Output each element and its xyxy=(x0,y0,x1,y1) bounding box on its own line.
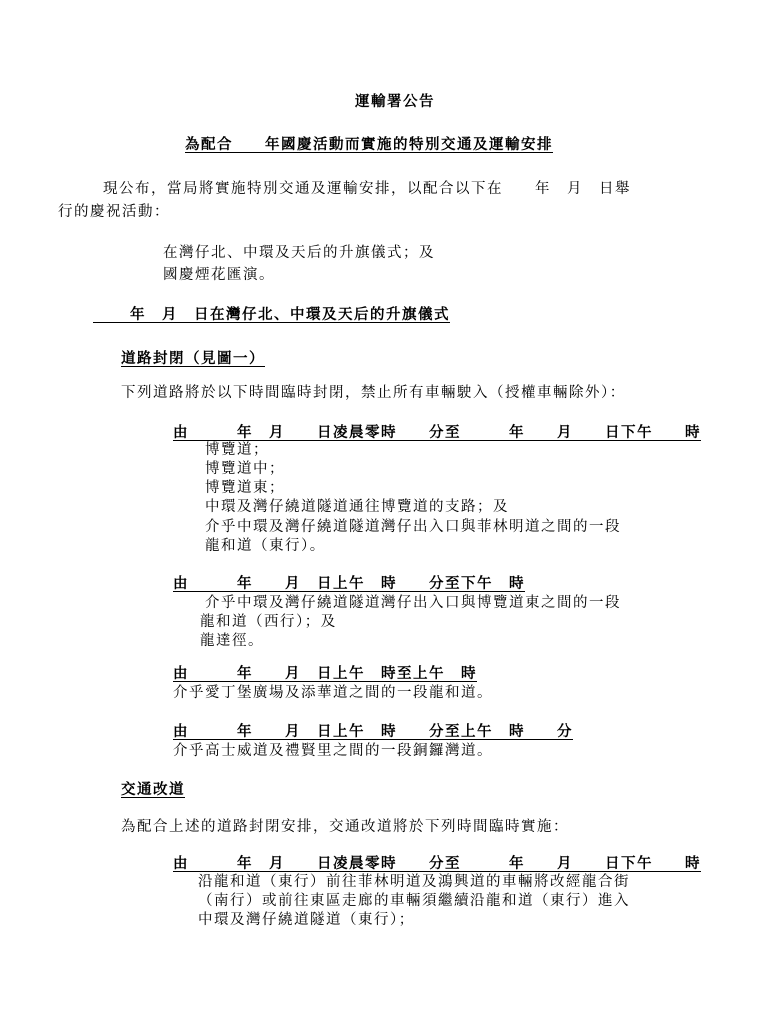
document-title: 運輸署公告 xyxy=(355,94,435,110)
closure-road-item: 龍和道（西行）；及 xyxy=(200,614,337,630)
closure-period-1: 由 年 月 日凌晨零時 分至 年 月 日下午 時 xyxy=(173,425,701,441)
intro-line-1: 現公布，當局將實施特別交通及運輸安排，以配合以下在 年 月 日舉 xyxy=(103,181,631,197)
closure-road-item: 龍達徑。 xyxy=(200,633,264,649)
closure-road-item: 介乎愛丁堡廣場及添華道之間的一段龍和道。 xyxy=(173,685,493,701)
closure-period-2: 由 年 月 日上午 時 分至下午 時 xyxy=(173,576,525,592)
closure-road-item: 博覽道； xyxy=(205,442,269,458)
closure-period-4: 由 年 月 日上午 時 分至上午 時 分 xyxy=(173,724,573,740)
diversion-line: 中環及灣仔繞道隧道（東行）； xyxy=(198,912,415,928)
heading-underline-lead xyxy=(93,322,130,323)
road-closure-heading: 道路封閉（見圖一） xyxy=(121,351,265,367)
diversion-heading: 交通改道 xyxy=(121,782,185,798)
closure-road-item: 龍和道（東行）。 xyxy=(205,538,326,554)
closure-road-item: 介乎中環及灣仔繞道隧道灣仔出入口與菲林明道之間的一段 xyxy=(205,519,621,535)
section-heading: 年 月 日在灣仔北、中環及天后的升旗儀式 xyxy=(130,307,450,323)
closure-road-item: 介乎高士威道及禮賢里之間的一段銅鑼灣道。 xyxy=(173,743,493,759)
diversion-period-1: 由 年 月 日凌晨零時 分至 年 月 日下午 時 xyxy=(173,856,701,872)
closure-road-item: 博覽道東； xyxy=(205,480,285,496)
road-closure-intro: 下列道路將於以下時間臨時封閉，禁止所有車輛駛入（授權車輛除外）： xyxy=(121,385,626,401)
closure-road-item: 中環及灣仔繞道隧道通往博覽道的支路；及 xyxy=(205,499,509,515)
document-subtitle: 為配合 年國慶活動而實施的特別交通及運輸安排 xyxy=(185,137,553,153)
diversion-line: 沿龍和道（東行）前往菲林明道及鴻興道的車輛將改經龍合街 xyxy=(198,874,630,890)
diversion-intro: 為配合上述的道路封閉安排，交通改道將於下列時間臨時實施： xyxy=(121,819,569,835)
closure-road-item: 介乎中環及灣仔繞道隧道灣仔出入口與博覽道東之間的一段 xyxy=(205,595,621,611)
intro-line-2: 行的慶祝活動： xyxy=(58,204,170,220)
event-item: 國慶煙花匯演。 xyxy=(163,267,275,283)
event-item: 在灣仔北、中環及天后的升旗儀式；及 xyxy=(163,245,435,261)
closure-period-3: 由 年 月 日上午 時至上午 時 xyxy=(173,666,477,682)
diversion-line: （南行）或前往東區走廊的車輛須繼續沿龍和道（東行）進入 xyxy=(198,893,630,909)
closure-road-item: 博覽道中； xyxy=(205,461,285,477)
